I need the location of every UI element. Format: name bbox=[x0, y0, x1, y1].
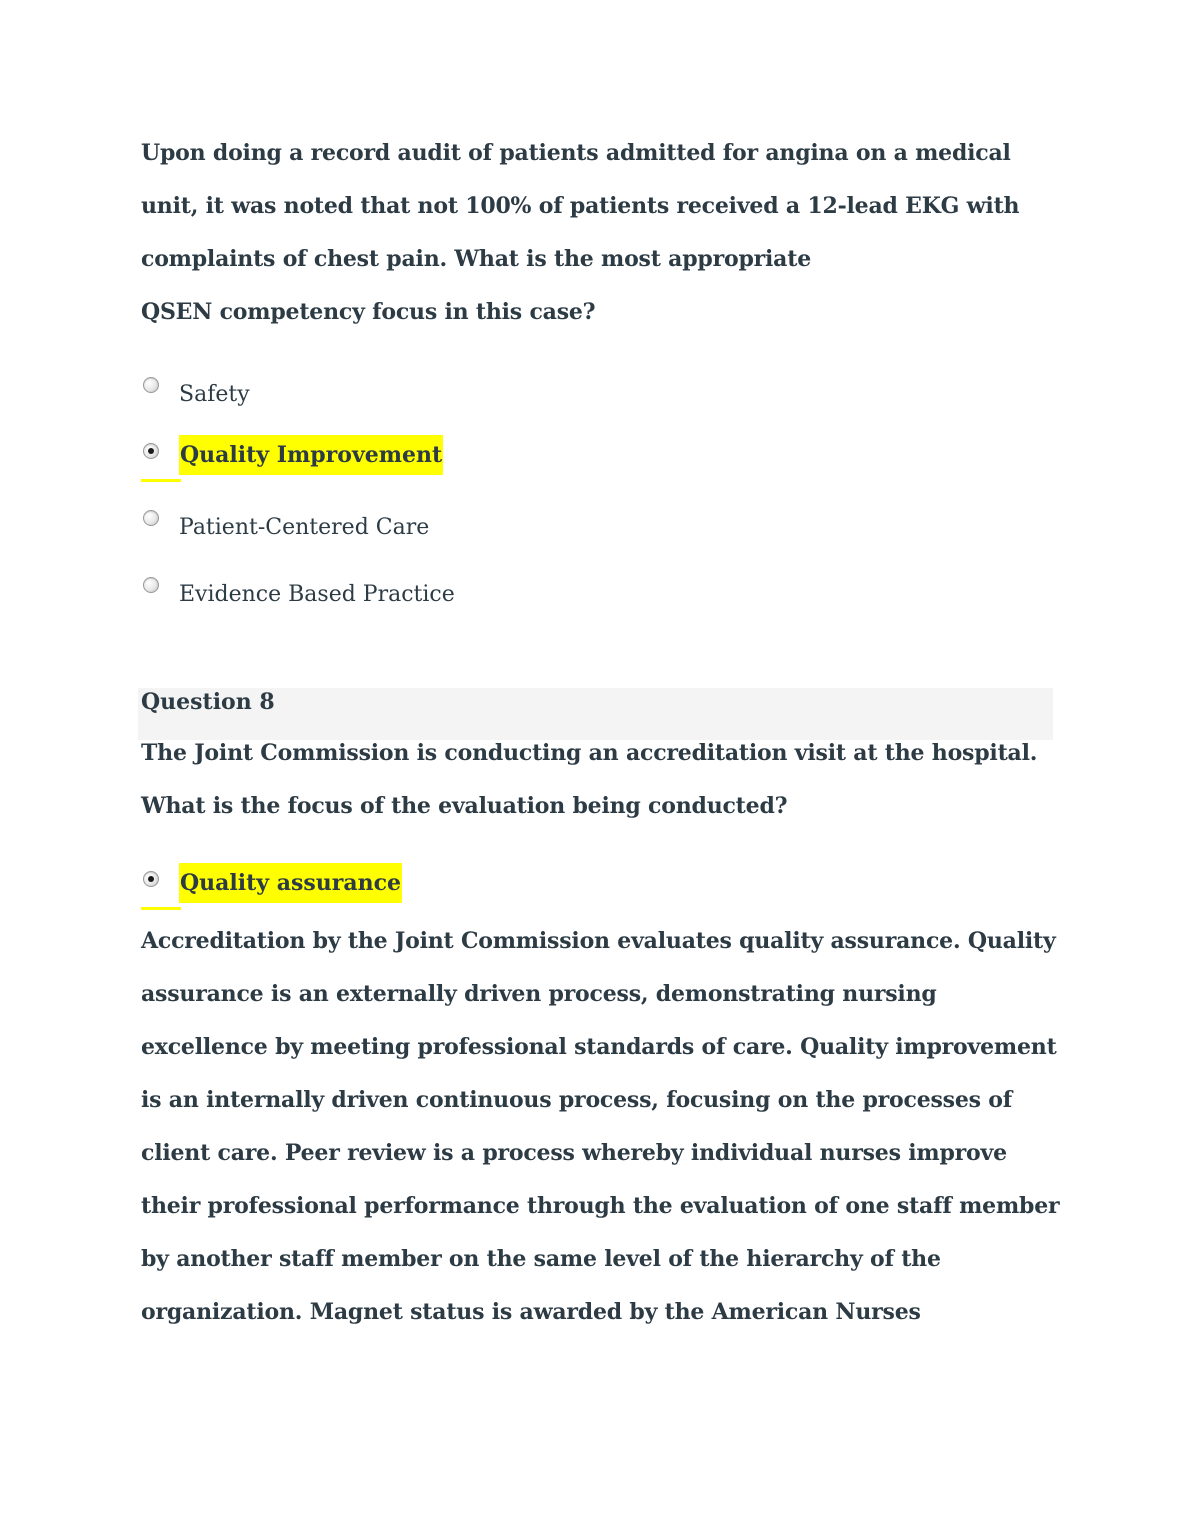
radio-button-checked-icon[interactable] bbox=[143, 443, 159, 459]
explanation-line: organization. Magnet status is awarded by the American Nurses bbox=[141, 1299, 921, 1325]
option-evidence-based-practice[interactable] bbox=[141, 575, 841, 617]
radio-button-icon[interactable] bbox=[143, 577, 159, 593]
highlight-underline bbox=[141, 479, 181, 482]
question-number: Question 8 bbox=[141, 689, 275, 715]
radio-button-checked-icon[interactable] bbox=[143, 871, 159, 887]
option-label-selected: Quality Improvement bbox=[179, 435, 443, 475]
explanation-line: Accreditation by the Joint Commission evaluates quality assurance. Quality bbox=[141, 928, 1056, 954]
explanation-line: is an internally driven continuous process, focusing on the processes of bbox=[141, 1087, 1013, 1113]
explanation-line: assurance is an externally driven process, demonstrating nursing bbox=[141, 981, 937, 1007]
option-patient-centered-care[interactable] bbox=[141, 508, 841, 550]
question-line: The Joint Commission is conducting an accreditation visit at the hospital. bbox=[141, 740, 1038, 766]
question-line: unit, it was noted that not 100% of patients received a 12-lead EKG with bbox=[141, 193, 1020, 219]
highlight-underline bbox=[141, 907, 181, 910]
explanation-line: their professional performance through the evaluation of one staff member bbox=[141, 1193, 1060, 1219]
option-quality-improvement[interactable] bbox=[141, 441, 841, 483]
option-label: Patient-Centered Care bbox=[179, 515, 430, 540]
option-label-selected: Quality assurance bbox=[179, 863, 402, 903]
option-label: Evidence Based Practice bbox=[179, 582, 455, 607]
radio-button-icon[interactable] bbox=[143, 377, 159, 393]
explanation-line: by another staff member on the same level of the hierarchy of the bbox=[141, 1246, 941, 1272]
option-label: Safety bbox=[179, 382, 250, 407]
question-line: complaints of chest pain. What is the most appropriate bbox=[141, 246, 811, 272]
explanation-line: excellence by meeting professional standards of care. Quality improvement bbox=[141, 1034, 1057, 1060]
radio-button-icon[interactable] bbox=[143, 510, 159, 526]
question-header bbox=[138, 688, 1053, 740]
explanation-line: client care. Peer review is a process whereby individual nurses improve bbox=[141, 1140, 1007, 1166]
question-line: Upon doing a record audit of patients admitted for angina on a medical bbox=[141, 140, 1011, 166]
question-line: QSEN competency focus in this case? bbox=[141, 299, 596, 325]
option-safety[interactable] bbox=[141, 375, 841, 417]
question-line: What is the focus of the evaluation being conducted? bbox=[141, 793, 788, 819]
option-quality-assurance[interactable] bbox=[141, 869, 841, 911]
